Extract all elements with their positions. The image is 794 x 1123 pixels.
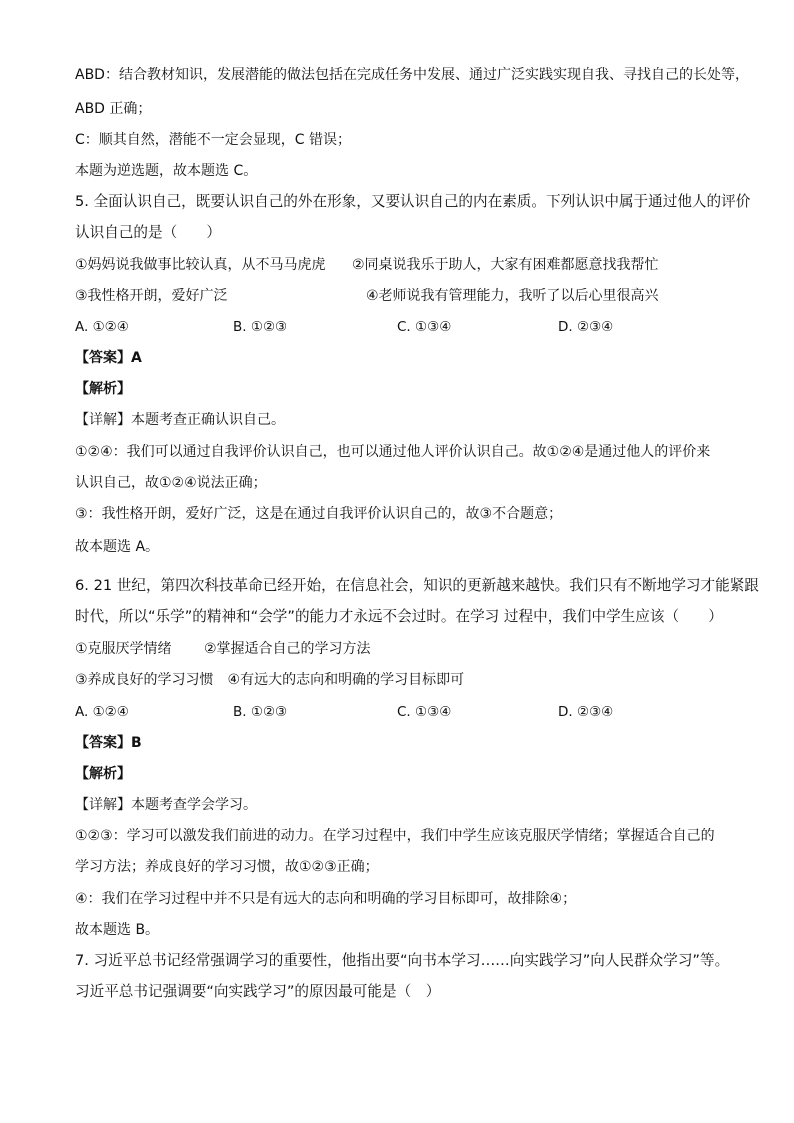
- statement-4: ④老师说我有管理能力，我听了以后心里很高兴: [366, 288, 659, 304]
- question-6-stem: 6. 21 世纪，第四次科技革命已经开始，在信息社会，知识的更新越来越快。我们只有不断地学习才能紧跟: [75, 577, 759, 594]
- statement-1: ①妈妈说我做事比较认真，从不马马虎虎: [75, 257, 326, 273]
- text-line: ③：我性格开朗，爱好广泛，这是在通过自我评价认识自己的，故③不合题意；: [75, 506, 563, 522]
- analysis-label: 【解析】: [75, 381, 131, 397]
- text-line: ①②④：我们可以通过自我评价认识自己，也可以通过他人评价认识自己。故①②④是通过他人的评价来: [75, 444, 711, 460]
- text-line: 学习方法；养成良好的学习习惯，故①②③正确；: [75, 859, 379, 875]
- text-line: ④：我们在学习过程中并不只是有远大的志向和明确的学习目标即可，故排除④；: [75, 891, 577, 907]
- q6-option-b: B. ①②③: [233, 704, 288, 720]
- statement-3-4: ③养成良好的学习习惯 ④有远大的志向和明确的学习目标即可: [75, 672, 465, 688]
- answer-label: 【答案】A: [75, 350, 142, 366]
- question-5-stem: 5. 全面认识自己，既要认识自己的外在形象，又要认识自己的内在素质。下列认识中属于通过他人的评价: [75, 193, 751, 210]
- detail-line: 【详解】本题考查正确认识自己。: [75, 412, 285, 428]
- text-line: 故本题选 A。: [75, 539, 160, 555]
- text-line: C：顺其自然，潜能不一定会显现，C 错误；: [75, 132, 351, 148]
- statement-3: ③我性格开朗，爱好广泛: [75, 288, 228, 304]
- question-7-stem: 习近平总书记强调要“向实践学习”的原因最可能是（ ）: [75, 983, 441, 1000]
- q5-option-d: D. ②③④: [558, 319, 614, 335]
- statement-1: ①克服厌学情绪: [75, 641, 172, 657]
- statement-2: ②同桌说我乐于助人，大家有困难都愿意找我帮忙: [352, 257, 659, 273]
- text-line: ABD：结合教材知识，发展潜能的做法包括在完成任务中发展、通过广泛实践实现自我、寻找自己的长处等，: [75, 67, 749, 83]
- analysis-label: 【解析】: [75, 766, 131, 782]
- statement-2: ②掌握适合自己的学习方法: [204, 641, 371, 657]
- text-line: 故本题选 B。: [75, 922, 160, 938]
- q6-option-d: D. ②③④: [558, 704, 614, 720]
- q6-option-c: C. ①③④: [397, 704, 452, 720]
- q5-option-c: C. ①③④: [397, 319, 452, 335]
- q6-option-a: A. ①②④: [75, 704, 129, 720]
- text-line: 认识自己，故①②④说法正确；: [75, 475, 267, 491]
- question-7-stem: 7. 习近平总书记经常强调学习的重要性，他指出要“向书本学习……向实践学习”向人民群众学习”等。: [75, 952, 730, 969]
- answer-label: 【答案】B: [75, 735, 142, 751]
- detail-line: 【详解】本题考查学会学习。: [75, 797, 257, 813]
- text-line: ①②③：学习可以激发我们前进的动力。在学习过程中，我们中学生应该克服厌学情绪；掌握适合自己的: [75, 828, 715, 844]
- question-5-stem: 认识自己的是（ ）: [75, 224, 221, 241]
- text-line: 本题为逆选题，故本题选 C。: [75, 163, 258, 179]
- q5-option-a: A. ①②④: [75, 319, 129, 335]
- text-line: ABD 正确；: [75, 101, 152, 117]
- question-6-stem: 时代，所以“乐学”的精神和“会学”的能力才永远不会过时。在学习 过程中，我们中学生应该（ ）: [75, 608, 723, 625]
- q5-option-b: B. ①②③: [233, 319, 288, 335]
